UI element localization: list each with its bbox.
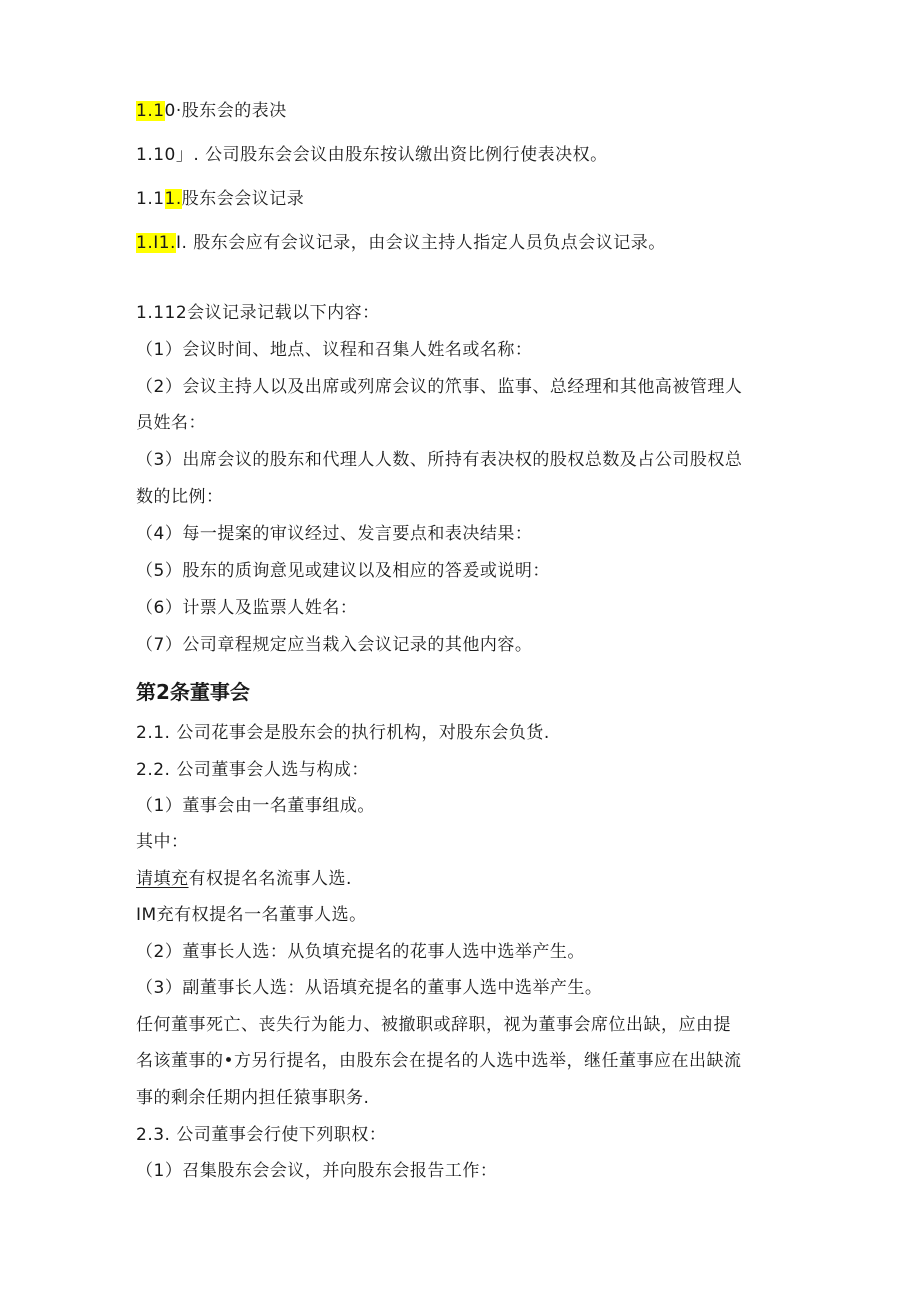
paragraph: IM充有权提名一名董事人选。 [136, 905, 367, 925]
list-item: （3）出席会议的股东和代理人人数、所持有表决权的股权总数及占公司股权总 [136, 450, 743, 470]
clause-2-1: 2.1. 公司花事会是股东会的执行机构，对股东会负货. [136, 723, 550, 743]
list-item: （2）会议主持人以及出席或列席会议的笊事、监事、总经理和其他高被管理人 [136, 377, 743, 397]
article-2-heading: 第2条董事会 [136, 680, 250, 704]
clause-2-2: 2.2. 公司董事会人选与构成： [136, 760, 369, 780]
list-item: （1）召集股东会会议，并向股东会报告工作： [136, 1161, 498, 1181]
paragraph: 名该董事的•方另行提名，由股东会在提名的人选中选举，继任董事应在出缺流 [136, 1051, 742, 1071]
clause-1-11-1: 1.I1.I. 股东会应有会议记录，由会议主持人指定人员负点会议记录。 [136, 233, 666, 253]
highlight: 1. [164, 189, 182, 209]
list-item: （5）股东的质询意见或建议以及相应的答爰或说明： [136, 561, 550, 581]
paragraph: 请填充有权提名名流事人选. [136, 869, 352, 889]
clause-2-3: 2.3. 公司董事会行使下列职权： [136, 1125, 387, 1145]
clause-1-11-2: 1.112会议记录记载以下内容： [136, 303, 380, 323]
list-item: （6）计票人及监票人姓名： [136, 598, 358, 618]
list-item: （3）副董事长人选：从语填充提名的董事人选中选举产生。 [136, 978, 603, 998]
paragraph: 其中： [136, 832, 189, 852]
clause-1-10-1: 1.10」. 公司股东会会议由股东按认缴出资比例行使表决权。 [136, 145, 608, 165]
section-1-10-title: 1.10·股东会的表决 [136, 101, 287, 121]
list-item-continuation: 数的比例： [136, 487, 224, 507]
highlight: 1.1 [136, 101, 165, 121]
highlight: 1.I1. [136, 233, 176, 253]
section-1-11-title: 1.11.股东会会议记录 [136, 189, 305, 209]
paragraph: 事的剩余任期内担任猿事职务. [136, 1088, 370, 1108]
list-item: （1）董事会由一名董事组成。 [136, 796, 375, 816]
fill-in-placeholder: 请填充 [136, 869, 189, 889]
list-item-continuation: 员姓名： [136, 413, 206, 433]
list-item: （1）会议时间、地点、议程和召集人姓名或名称： [136, 340, 533, 360]
paragraph: 任何董事死亡、丧失行为能力、被撤职或辞职，视为董事会席位出缺，应由提 [136, 1015, 731, 1035]
list-item: （4）每一提案的审议经过、发言要点和表决结果： [136, 524, 533, 544]
list-item: （2）董事长人选：从负填充提名的花事人选中选举产生。 [136, 942, 585, 962]
list-item: （7）公司章程规定应当栽入会议记录的其他内容。 [136, 635, 533, 655]
